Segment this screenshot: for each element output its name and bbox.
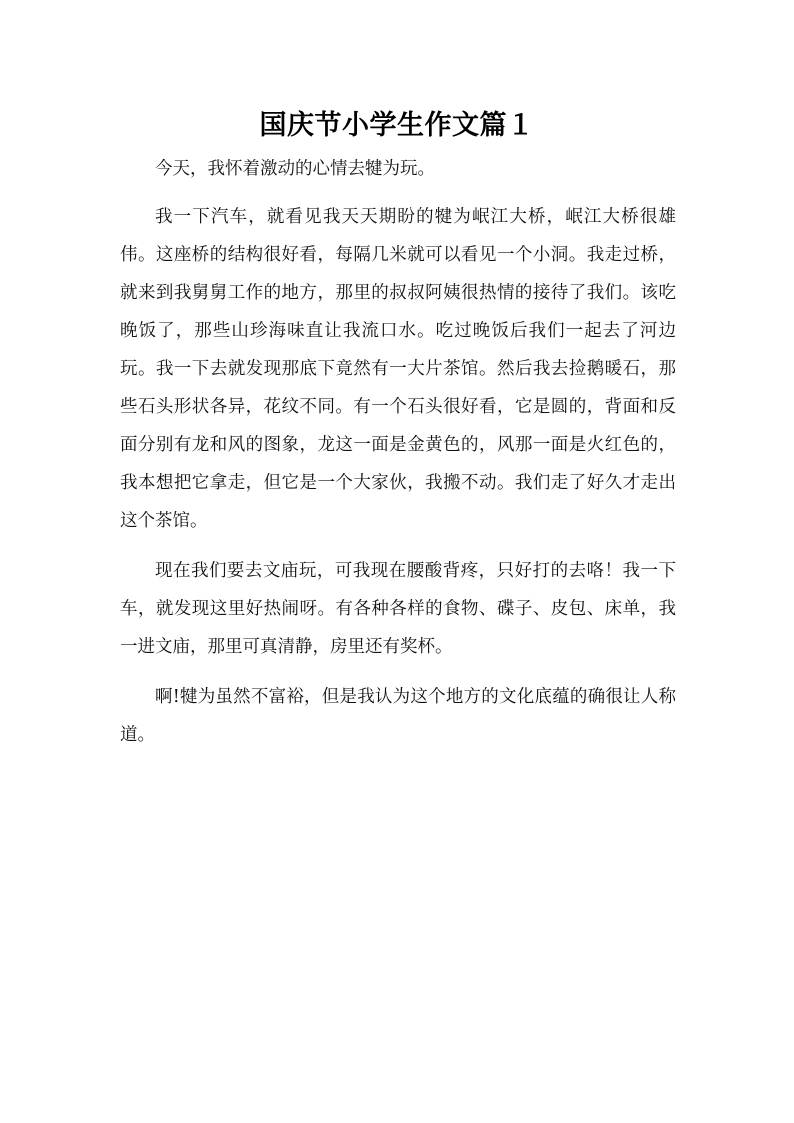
paragraph-1: 今天，我怀着激动的心情去犍为玩。 bbox=[155, 159, 435, 179]
document-title: 国庆节小学生作文篇１ bbox=[259, 110, 535, 141]
paragraph-4: 啊!犍为虽然不富裕，但是我认为这个地方的文化底蕴的确很让人称道。 bbox=[120, 687, 676, 745]
document-body bbox=[120, 150, 676, 754]
paragraph-2: 我一下汽车，就看见我天天期盼的犍为岷江大桥，岷江大桥很雄伟。这座桥的结构很好看，每隔几米就可以看见一个小洞。我走过桥，就来到我舅舅工作的地方，那里的叔叔阿姨很热情的接待了我们。该吃晚饭了，那些山珍海味直让我流口水。吃过晚饭后我们一起去了河边玩。我一下去就发现那底下竟然有一大片茶馆。然后我去捡鹅暖石，那些石头形状各异，花纹不同。有一个石头很好看，它是圆的，背面和反面分别有龙和风的图象，龙这一面是金黄色的，风那一面是火红色的，我本想把它拿走，但它是一个大家伙，我搬不动。我们走了好久才走出这个茶馆。 bbox=[120, 207, 676, 531]
paragraph-3: 现在我们要去文庙玩，可我现在腰酸背疼，只好打的去咯！我一下车，就发现这里好热闹呀。有各种各样的食物、碟子、皮包、床单，我一进文庙，那里可真清静，房里还有奖杯。 bbox=[120, 561, 676, 657]
